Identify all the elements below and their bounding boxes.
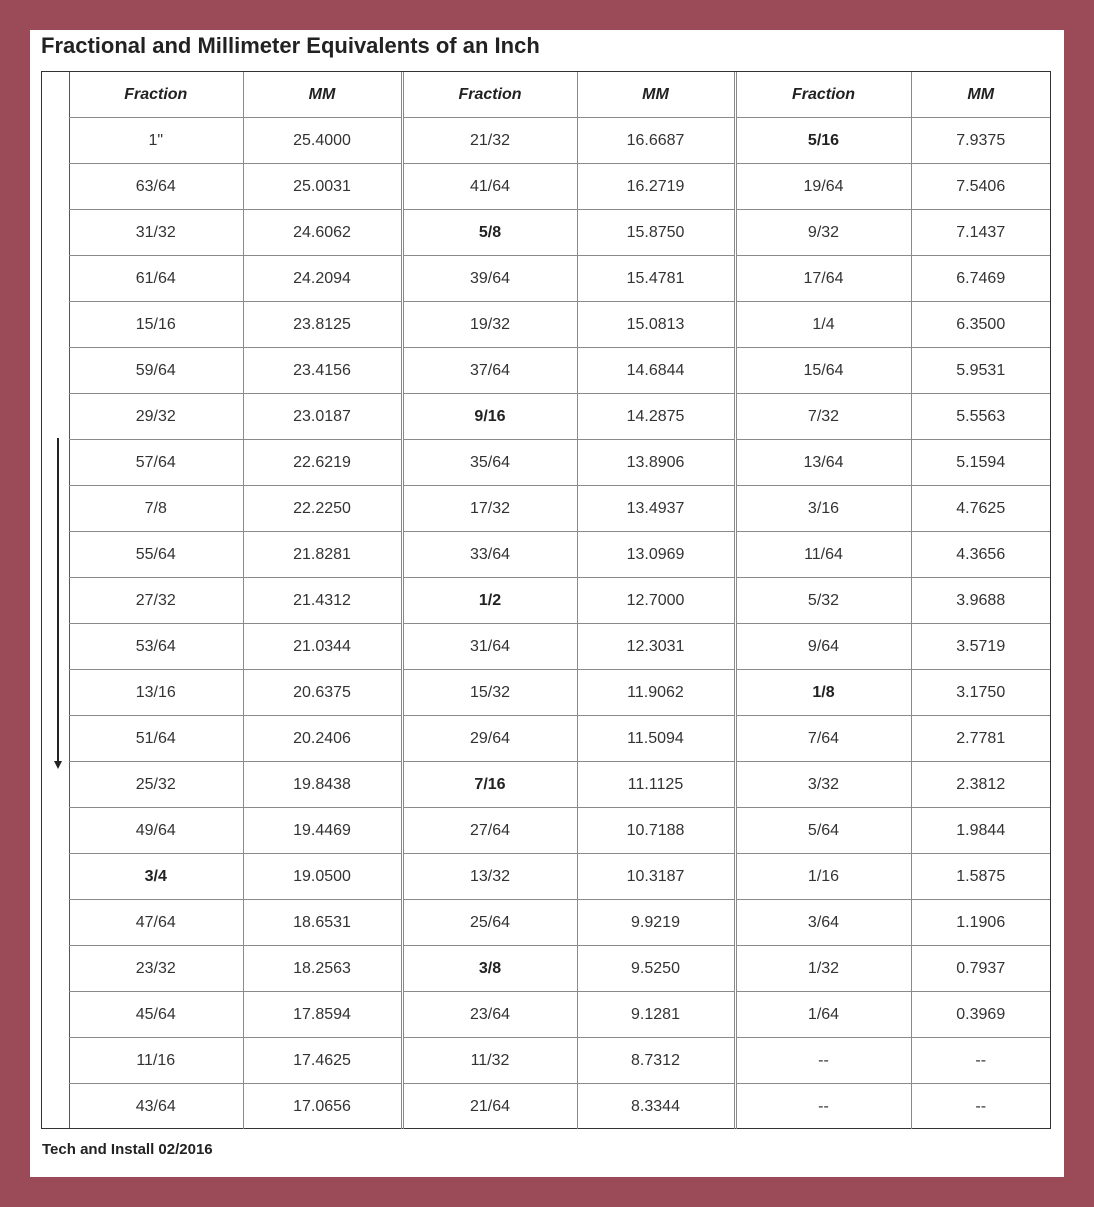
fraction-cell: 13/64 [735, 440, 911, 486]
direction-indicator-column [42, 72, 70, 1128]
fraction-cell: 41/64 [402, 164, 577, 210]
mm-cell: 17.8594 [243, 992, 402, 1038]
fraction-cell: 25/32 [69, 762, 243, 808]
table-row [69, 532, 1050, 578]
mm-cell: 14.6844 [577, 348, 735, 394]
fraction-cell: 5/16 [735, 118, 911, 164]
table-row [69, 854, 1050, 900]
mm-cell: 11.5094 [577, 716, 735, 762]
mm-cell: 11.1125 [577, 762, 735, 808]
fraction-cell: 11/64 [735, 532, 911, 578]
fraction-cell: 1/64 [735, 992, 911, 1038]
fraction-cell: 63/64 [69, 164, 243, 210]
mm-cell: 12.7000 [577, 578, 735, 624]
column-header-fraction: Fraction [69, 72, 243, 118]
fraction-cell: 1/2 [402, 578, 577, 624]
fraction-cell: 27/64 [402, 808, 577, 854]
conversion-table [69, 72, 1050, 1129]
mm-cell: 23.4156 [243, 348, 402, 394]
mm-cell: 17.4625 [243, 1038, 402, 1084]
fraction-cell: 25/64 [402, 900, 577, 946]
table-row [69, 946, 1050, 992]
mm-cell: 21.0344 [243, 624, 402, 670]
mm-cell: 18.2563 [243, 946, 402, 992]
table-row [69, 624, 1050, 670]
fraction-cell: 61/64 [69, 256, 243, 302]
table-row [69, 486, 1050, 532]
fraction-cell: -- [735, 1038, 911, 1084]
mm-cell: 15.4781 [577, 256, 735, 302]
mm-cell: 5.9531 [911, 348, 1050, 394]
fraction-cell: 49/64 [69, 808, 243, 854]
table-row [69, 808, 1050, 854]
fraction-cell: 57/64 [69, 440, 243, 486]
fraction-cell: 9/16 [402, 394, 577, 440]
mm-cell: 13.0969 [577, 532, 735, 578]
fraction-cell: 3/64 [735, 900, 911, 946]
mm-cell: 2.3812 [911, 762, 1050, 808]
fraction-cell: 23/64 [402, 992, 577, 1038]
fraction-cell: 33/64 [402, 532, 577, 578]
fraction-cell: 51/64 [69, 716, 243, 762]
fraction-cell: 1/32 [735, 946, 911, 992]
fraction-cell: 13/32 [402, 854, 577, 900]
fraction-cell: 7/64 [735, 716, 911, 762]
mm-cell: 4.7625 [911, 486, 1050, 532]
fraction-cell: 9/32 [735, 210, 911, 256]
column-header-fraction: Fraction [735, 72, 911, 118]
mm-cell: 2.7781 [911, 716, 1050, 762]
fraction-cell: 15/16 [69, 302, 243, 348]
fraction-cell: 19/32 [402, 302, 577, 348]
fraction-cell: 3/16 [735, 486, 911, 532]
table-row [69, 578, 1050, 624]
mm-cell: 10.3187 [577, 854, 735, 900]
mm-cell: 14.2875 [577, 394, 735, 440]
table-row [69, 992, 1050, 1038]
fraction-cell: 39/64 [402, 256, 577, 302]
mm-cell: 3.1750 [911, 670, 1050, 716]
fraction-cell: 59/64 [69, 348, 243, 394]
fraction-cell: 3/8 [402, 946, 577, 992]
fraction-cell: 29/32 [69, 394, 243, 440]
column-header-mm: MM [243, 72, 402, 118]
table-row [69, 716, 1050, 762]
fraction-cell: 19/64 [735, 164, 911, 210]
fraction-cell: 7/32 [735, 394, 911, 440]
mm-cell: 19.0500 [243, 854, 402, 900]
fraction-cell: 53/64 [69, 624, 243, 670]
fraction-cell: 37/64 [402, 348, 577, 394]
fraction-cell: 43/64 [69, 1084, 243, 1130]
page-title: Fractional and Millimeter Equivalents of an Inch [41, 33, 540, 58]
fraction-cell: 31/32 [69, 210, 243, 256]
fraction-cell: 11/16 [69, 1038, 243, 1084]
fraction-cell: 21/32 [402, 118, 577, 164]
mm-cell: 23.0187 [243, 394, 402, 440]
mm-cell: 22.6219 [243, 440, 402, 486]
mm-cell: 5.1594 [911, 440, 1050, 486]
fraction-cell: 5/64 [735, 808, 911, 854]
mm-cell: 24.2094 [243, 256, 402, 302]
fraction-cell: 55/64 [69, 532, 243, 578]
mm-cell: 13.4937 [577, 486, 735, 532]
mm-cell: 16.6687 [577, 118, 735, 164]
mm-cell: 20.6375 [243, 670, 402, 716]
fraction-cell: 9/64 [735, 624, 911, 670]
mm-cell: 5.5563 [911, 394, 1050, 440]
table-row [69, 900, 1050, 946]
fraction-cell: 29/64 [402, 716, 577, 762]
mm-cell: 8.3344 [577, 1084, 735, 1130]
fraction-cell: 27/32 [69, 578, 243, 624]
fraction-cell: 1" [69, 118, 243, 164]
fraction-cell: 1/4 [735, 302, 911, 348]
table-row [69, 1084, 1050, 1130]
mm-cell: 17.0656 [243, 1084, 402, 1130]
mm-cell: 4.3656 [911, 532, 1050, 578]
down-arrow-icon [57, 438, 59, 762]
mm-cell: 3.9688 [911, 578, 1050, 624]
fraction-cell: 23/32 [69, 946, 243, 992]
fraction-cell: 7/16 [402, 762, 577, 808]
mm-cell: 15.0813 [577, 302, 735, 348]
fraction-cell: 35/64 [402, 440, 577, 486]
mm-cell: 0.7937 [911, 946, 1050, 992]
table-row [69, 256, 1050, 302]
mm-cell: 25.4000 [243, 118, 402, 164]
mm-cell: 7.1437 [911, 210, 1050, 256]
mm-cell: 18.6531 [243, 900, 402, 946]
mm-cell: 9.5250 [577, 946, 735, 992]
mm-cell: 12.3031 [577, 624, 735, 670]
mm-cell: 1.9844 [911, 808, 1050, 854]
mm-cell: 7.5406 [911, 164, 1050, 210]
mm-cell: 1.5875 [911, 854, 1050, 900]
footer-note: Tech and Install 02/2016 [42, 1141, 213, 1158]
table-row [69, 348, 1050, 394]
mm-cell: 8.7312 [577, 1038, 735, 1084]
mm-cell: 20.2406 [243, 716, 402, 762]
fraction-cell: 47/64 [69, 900, 243, 946]
fraction-cell: 3/4 [69, 854, 243, 900]
fraction-cell: 31/64 [402, 624, 577, 670]
mm-cell: 23.8125 [243, 302, 402, 348]
fraction-cell: 45/64 [69, 992, 243, 1038]
table-row [69, 440, 1050, 486]
mm-cell: -- [911, 1038, 1050, 1084]
mm-cell: 21.4312 [243, 578, 402, 624]
mm-cell: 1.1906 [911, 900, 1050, 946]
mm-cell: 9.9219 [577, 900, 735, 946]
table-row [69, 302, 1050, 348]
mm-cell: 0.3969 [911, 992, 1050, 1038]
chart-panel [30, 30, 1064, 1177]
mm-cell: 16.2719 [577, 164, 735, 210]
table-row [69, 164, 1050, 210]
mm-cell: 3.5719 [911, 624, 1050, 670]
fraction-cell: 1/8 [735, 670, 911, 716]
conversion-table-frame [41, 71, 1051, 1129]
mm-cell: 25.0031 [243, 164, 402, 210]
mm-cell: 15.8750 [577, 210, 735, 256]
table-header-row [69, 72, 1050, 118]
arrow-head-icon [54, 761, 62, 769]
fraction-cell: 17/64 [735, 256, 911, 302]
table-row [69, 118, 1050, 164]
fraction-cell: -- [735, 1084, 911, 1130]
mm-cell: 13.8906 [577, 440, 735, 486]
mm-cell: 10.7188 [577, 808, 735, 854]
table-row [69, 210, 1050, 256]
mm-cell: 6.3500 [911, 302, 1050, 348]
fraction-cell: 11/32 [402, 1038, 577, 1084]
mm-cell: -- [975, 1097, 987, 1115]
mm-cell: 7.9375 [911, 118, 1050, 164]
mm-cell: 11.9062 [577, 670, 735, 716]
mm-cell: 6.7469 [911, 256, 1050, 302]
table-row [69, 394, 1050, 440]
table-row [69, 762, 1050, 808]
fraction-cell: 3/32 [735, 762, 911, 808]
fraction-cell: 5/32 [735, 578, 911, 624]
fraction-cell: 15/64 [735, 348, 911, 394]
mm-cell: 22.2250 [243, 486, 402, 532]
fraction-cell: 13/16 [69, 670, 243, 716]
column-header-fraction: Fraction [402, 72, 577, 118]
fraction-cell: 17/32 [402, 486, 577, 532]
column-header-mm: MM [577, 72, 735, 118]
mm-cell: 21.8281 [243, 532, 402, 578]
table-row [69, 670, 1050, 716]
table-body [69, 118, 1050, 1130]
mm-cell: 9.1281 [577, 992, 735, 1038]
mm-cell: 24.6062 [243, 210, 402, 256]
fraction-cell: 21/64 [402, 1084, 577, 1130]
fraction-cell: 1/16 [735, 854, 911, 900]
fraction-cell: 7/8 [69, 486, 243, 532]
fraction-cell: 5/8 [402, 210, 577, 256]
fraction-cell: 15/32 [402, 670, 577, 716]
mm-cell: 19.4469 [243, 808, 402, 854]
mm-cell: 19.8438 [243, 762, 402, 808]
column-header-mm: MM [911, 72, 1050, 118]
table-row [69, 1038, 1050, 1084]
